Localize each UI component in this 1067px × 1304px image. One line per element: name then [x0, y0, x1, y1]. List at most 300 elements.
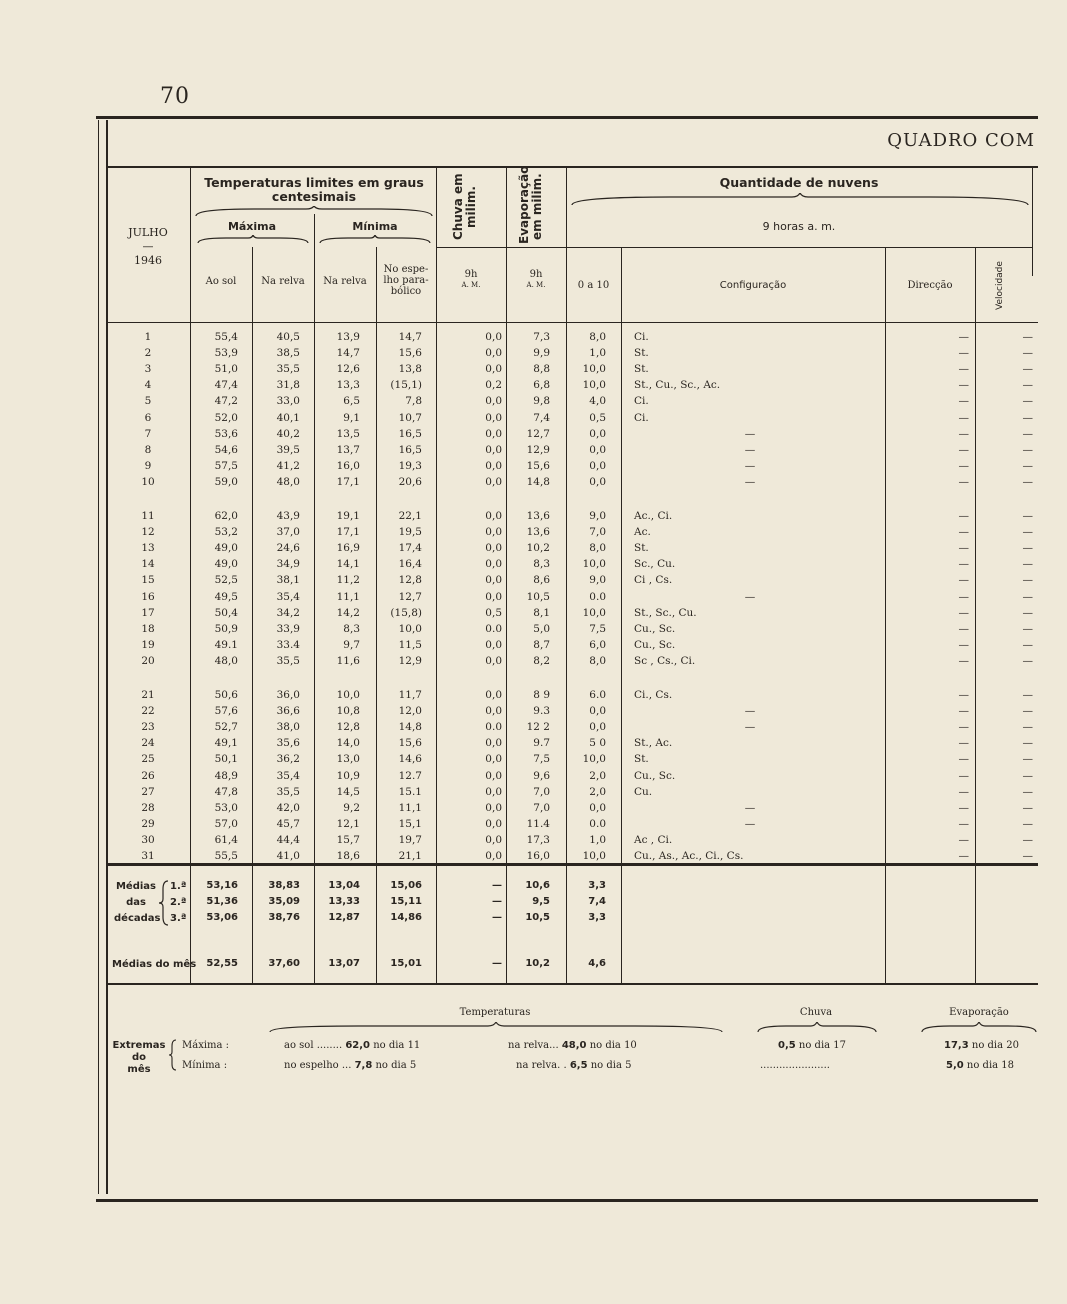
min-group-header: Mínima: [352, 220, 398, 233]
table-cell-ev: 7,5: [533, 753, 550, 766]
table-cell-rmax: 41,2: [276, 459, 300, 472]
table-cell-rmin: 9,1: [343, 411, 360, 424]
chuva-time: [436, 270, 506, 290]
table-cell-cf: —: [744, 801, 756, 814]
table-cell-sol: 62,0: [214, 510, 238, 522]
decades-label-1: Médias: [115, 881, 157, 892]
table-cell-ch: 0,5: [485, 606, 502, 619]
table-cell-sol: 47,4: [214, 379, 238, 392]
table-cell-cf: St.: [634, 753, 649, 766]
table-cell-cf: Sc , Cs., Ci.: [634, 654, 696, 667]
col-na-relva-max: Na relva: [261, 276, 305, 287]
min-brace: [318, 235, 432, 245]
table-cell-rmin: 14,5: [336, 785, 360, 798]
extreme-min-chuva: ......................: [760, 1060, 830, 1071]
table-cell-rmax: 40,2: [276, 427, 300, 440]
table-cell-dir: —: [958, 606, 969, 619]
table-cell-vel: —: [1022, 833, 1033, 846]
max-ev-post: no dia 20: [971, 1040, 1019, 1051]
table-cell-ch: 0,0: [485, 558, 502, 571]
table-cell-cf: St., Sc., Cu.: [634, 606, 697, 619]
evap-time-am: A. M.: [526, 281, 546, 289]
table-cell-ch: 0,0: [485, 427, 502, 440]
table-cell-dir: —: [958, 721, 969, 734]
table-cell-dir: —: [958, 850, 969, 862]
table-cell-q: 0,0: [589, 801, 606, 814]
table-cell-esp: 11,5: [398, 638, 422, 651]
table-cell-sol: 52,7: [214, 721, 238, 734]
extremes-temp-brace: [268, 1022, 724, 1034]
table-cell-q: 8,0: [589, 542, 606, 555]
table-cell-rmax: 44,4: [276, 833, 300, 846]
table-cell-vel: —: [1022, 850, 1033, 862]
table-cell-ev: 7,0: [533, 785, 550, 798]
table-cell-ev: 9,8: [533, 395, 550, 408]
table-cell-ch: 0,0: [485, 574, 502, 587]
table-cell-sol: 50,1: [214, 753, 238, 766]
table-cell-ev: 11.4: [526, 817, 550, 830]
table-cell-d: 16: [141, 590, 155, 603]
table-cell-dir: —: [958, 817, 969, 830]
table-cell-vel: —: [1022, 654, 1033, 667]
table-cell-d: 7: [144, 427, 152, 440]
table-cell-d: 4: [144, 379, 152, 392]
extreme-max-temp-2: [508, 1039, 637, 1052]
table-cell-ch: 0,0: [485, 801, 502, 814]
table-cell-sol: 50,6: [214, 689, 238, 701]
table-cell-dir: —: [958, 638, 969, 651]
decade-cell-rmax: 35,09: [268, 896, 300, 907]
table-cell-rmin: 8,3: [343, 622, 360, 635]
extreme-min-temp-1: [284, 1059, 416, 1072]
extreme-max-evap: [944, 1039, 1019, 1052]
table-cell-q: 4,0: [589, 395, 606, 408]
table-cell-ch: 0,0: [485, 705, 502, 718]
table-cell-d: 6: [144, 411, 152, 424]
table-cell-q: 10,0: [582, 363, 606, 376]
table-cell-esp: 12,9: [398, 654, 422, 667]
table-cell-cf: Cu., Sc.: [634, 622, 676, 635]
table-cell-rmin: 17,1: [336, 526, 360, 539]
table-cell-ev: 9,9: [533, 347, 550, 360]
evap-time: [506, 270, 566, 290]
table-cell-q: 10,0: [582, 850, 606, 862]
table-cell-ch: 0,0: [485, 737, 502, 750]
table-cell-ev: 13,6: [526, 510, 550, 522]
table-cell-ch: 0,0: [485, 753, 502, 766]
table-cell-dir: —: [958, 427, 969, 440]
table-cell-dir: —: [958, 459, 969, 472]
table-cell-esp: 12.7: [398, 769, 422, 782]
extremes-chuva-header: Chuva: [799, 1007, 833, 1018]
col-sep-8: [621, 247, 622, 983]
extremes-label: [112, 1040, 166, 1076]
col-na-relva-min: Na relva: [323, 276, 367, 287]
period-label: JULHO: [128, 226, 168, 239]
table-cell-cf: St.: [634, 542, 649, 555]
decade-cell-rmin: 13,04: [328, 880, 360, 891]
table-cell-vel: —: [1022, 411, 1033, 424]
chuva-time-am: A. M.: [461, 281, 481, 289]
max-brace: [196, 235, 310, 245]
table-cell-q: 0,0: [589, 475, 606, 488]
table-cell-vel: —: [1022, 801, 1033, 814]
table-cell-ev: 17,3: [526, 833, 550, 846]
page-number: 70: [160, 84, 190, 109]
table-cell-esp: 22,1: [398, 510, 422, 522]
table-cell-sol: 49,5: [214, 590, 238, 603]
table-cell-d: 11: [141, 510, 155, 522]
table-cell-esp: 19,3: [398, 459, 422, 472]
table-cell-d: 26: [141, 769, 155, 782]
table-cell-dir: —: [958, 526, 969, 539]
table-cell-cf: St., Ac.: [634, 737, 673, 750]
table-cell-rmax: 45,7: [276, 817, 300, 830]
table-cell-ch: 0,0: [485, 459, 502, 472]
max-ch-val: 0,5: [778, 1040, 796, 1051]
table-cell-sol: 49,0: [214, 558, 238, 571]
table-cell-rmax: 39,5: [276, 443, 300, 456]
table-cell-q: 0,0: [589, 705, 606, 718]
table-cell-ev: 8,3: [533, 558, 550, 571]
table-cell-ch: 0,0: [485, 363, 502, 376]
table-cell-rmin: 12,8: [336, 721, 360, 734]
table-cell-ch: 0,0: [485, 833, 502, 846]
table-cell-esp: 16,5: [398, 443, 422, 456]
table-cell-rmin: 9,2: [343, 801, 360, 814]
col-0a10: 0 a 10: [577, 280, 610, 291]
min-t1-post: no dia 5: [375, 1060, 417, 1071]
table-cell-q: 5 0: [589, 737, 606, 750]
table-cell-sol: 57,0: [214, 817, 238, 830]
table-cell-q: 0.0: [589, 590, 606, 603]
table-cell-rmax: 35,5: [276, 363, 300, 376]
table-cell-cf: —: [744, 475, 756, 488]
table-cell-ch: 0.0: [485, 622, 502, 635]
month-cell-esp: 15,01: [390, 958, 422, 969]
header-mid-rule: [436, 247, 1032, 248]
max-t1-val: 62,0: [345, 1040, 370, 1051]
table-cell-dir: —: [958, 347, 969, 360]
table-cell-vel: —: [1022, 689, 1033, 701]
table-cell-esp: 20,6: [398, 475, 422, 488]
month-label: Médias do mês: [112, 959, 197, 970]
table-cell-vel: —: [1022, 542, 1033, 555]
table-cell-dir: —: [958, 705, 969, 718]
table-cell-vel: —: [1022, 638, 1033, 651]
table-cell-cf: Ci., Cs.: [634, 689, 673, 701]
decade-cell-ch: —: [492, 912, 502, 923]
table-cell-ch: 0,0: [485, 654, 502, 667]
table-cell-sol: 57,5: [214, 459, 238, 472]
table-cell-ch: 0,0: [485, 542, 502, 555]
table-cell-dir: —: [958, 331, 969, 343]
table-cell-ch: 0,0: [485, 331, 502, 343]
decade-cell-ev: 10,6: [525, 880, 550, 891]
table-cell-ch: 0,0: [485, 590, 502, 603]
table-cell-ev: 14,8: [526, 475, 550, 488]
table-cell-rmax: 41,0: [276, 850, 300, 862]
table-cell-vel: —: [1022, 379, 1033, 392]
table-cell-dir: —: [958, 395, 969, 408]
table-cell-ev: 10,2: [526, 542, 550, 555]
nuvens-group-header: Quantidade de nuvens: [719, 175, 879, 190]
table-cell-sol: 47,2: [214, 395, 238, 408]
table-cell-cf: —: [744, 721, 756, 734]
table-cell-d: 1: [144, 331, 152, 343]
table-cell-vel: —: [1022, 622, 1033, 635]
extremes-label-1: Extremas: [112, 1040, 166, 1051]
table-cell-rmin: 9,7: [343, 638, 360, 651]
table-cell-rmax: 34,9: [276, 558, 300, 571]
table-cell-rmin: 15,7: [336, 833, 360, 846]
table-cell-vel: —: [1022, 606, 1033, 619]
table-cell-d: 5: [144, 395, 152, 408]
table-cell-ch: 0,0: [485, 638, 502, 651]
table-cell-vel: —: [1022, 475, 1033, 488]
period-dash: —: [142, 240, 154, 253]
table-cell-rmin: 11,6: [336, 654, 360, 667]
table-cell-d: 23: [141, 721, 155, 734]
table-cell-rmax: 38,5: [276, 347, 300, 360]
table-cell-ev: 12,7: [526, 427, 550, 440]
decade-cell-q: 3,3: [588, 880, 606, 891]
table-cell-ev: 7,3: [533, 331, 550, 343]
table-cell-ev: 9.7: [533, 737, 550, 750]
table-cell-cf: St., Cu., Sc., Ac.: [634, 379, 721, 392]
table-cell-rmin: 10,9: [336, 769, 360, 782]
table-cell-vel: —: [1022, 363, 1033, 376]
month-cell-rmin: 13,07: [328, 958, 360, 969]
table-cell-d: 20: [141, 654, 155, 667]
table-cell-rmax: 35,4: [276, 590, 300, 603]
table-cell-d: 2: [144, 347, 152, 360]
table-cell-sol: 50,4: [214, 606, 238, 619]
ordinal-1: 1.ª: [170, 881, 187, 892]
min-t2-val: 6,5: [569, 1060, 588, 1071]
ordinal-2: 2.ª: [170, 897, 187, 908]
table-cell-sol: 53,6: [214, 427, 238, 440]
table-cell-dir: —: [958, 558, 969, 571]
table-cell-rmin: 14,0: [336, 737, 360, 750]
table-cell-sol: 50,9: [214, 622, 238, 635]
table-cell-ev: 8,7: [533, 638, 550, 651]
table-cell-sol: 52,5: [214, 574, 238, 587]
table-cell-sol: 51,0: [214, 363, 238, 376]
table-cell-ev: 8,1: [533, 606, 550, 619]
table-cell-cf: Ci , Cs.: [634, 574, 673, 587]
table-cell-rmin: 17,1: [336, 475, 360, 488]
decade-cell-rmin: 12,87: [328, 912, 360, 923]
table-cell-rmax: 48,0: [276, 475, 300, 488]
table-cell-d: 9: [144, 459, 152, 472]
table-cell-cf: —: [744, 443, 756, 456]
table-cell-rmax: 36,6: [276, 705, 300, 718]
table-cell-rmin: 13,7: [336, 443, 360, 456]
col-ao-sol: Ao sol: [205, 276, 237, 287]
max-t1-post: no dia 11: [373, 1040, 421, 1051]
table-cell-cf: Ci.: [634, 411, 649, 424]
table-cell-sol: 49.1: [214, 638, 238, 651]
table-cell-dir: —: [958, 689, 969, 701]
table-cell-vel: —: [1022, 705, 1033, 718]
table-cell-vel: —: [1022, 590, 1033, 603]
decades-label-2: das: [126, 897, 146, 908]
period-year: 1946: [134, 254, 162, 267]
table-cell-dir: —: [958, 475, 969, 488]
table-cell-esp: 16,4: [398, 558, 422, 571]
min-t1-pre: no espelho ...: [284, 1060, 352, 1071]
table-cell-rmin: 11,1: [336, 590, 360, 603]
table-cell-rmin: 10,0: [336, 689, 360, 701]
table-cell-ch: 0,0: [485, 785, 502, 798]
min-ev-val: 5,0: [946, 1060, 964, 1071]
table-cell-rmin: 12,6: [336, 363, 360, 376]
table-cell-sol: 61,4: [214, 833, 238, 846]
table-cell-esp: 14,8: [398, 721, 422, 734]
table-cell-ev: 8,8: [533, 363, 550, 376]
table-cell-ch: 0,0: [485, 769, 502, 782]
max-t1-pre: ao sol ........: [284, 1040, 343, 1051]
chuva-time-9h: 9h: [464, 269, 478, 280]
table-cell-cf: Ac , Ci.: [634, 833, 673, 846]
table-cell-rmin: 13,0: [336, 753, 360, 766]
table-banner: QUADRO COM: [887, 130, 1035, 151]
table-cell-rmin: 12,1: [336, 817, 360, 830]
table-cell-ch: 0,0: [485, 850, 502, 862]
table-cell-q: 2,0: [589, 785, 606, 798]
frame-left-thin: [98, 120, 99, 1194]
table-cell-cf: —: [744, 817, 756, 830]
table-cell-d: 14: [141, 558, 155, 571]
min-t2-post: no dia 5: [590, 1060, 632, 1071]
table-cell-ch: 0,0: [485, 526, 502, 539]
table-cell-cf: St.: [634, 347, 649, 360]
ordinal-3: 3.ª: [170, 913, 187, 924]
table-cell-rmax: 36,0: [276, 689, 300, 701]
table-cell-d: 12: [141, 526, 155, 539]
table-cell-ch: 0,0: [485, 689, 502, 701]
table-cell-esp: 13,8: [398, 363, 422, 376]
extreme-max-temp-1: [284, 1039, 420, 1052]
table-cell-q: 2,0: [589, 769, 606, 782]
table-cell-ch: 0,2: [485, 379, 502, 392]
decade-cell-ch: —: [492, 880, 502, 891]
table-cell-q: 10,0: [582, 753, 606, 766]
extremes-label-3: mês: [127, 1064, 151, 1075]
table-cell-d: 18: [141, 622, 155, 635]
table-cell-cf: Cu., As., Ac., Ci., Cs.: [634, 850, 744, 862]
table-cell-esp: 17,4: [398, 542, 422, 555]
table-cell-sol: 47,8: [214, 785, 238, 798]
header-right-rule: [1032, 166, 1033, 276]
month-cell-q: 4,6: [588, 958, 606, 969]
nuvens-sub-header: 9 horas a. m.: [762, 220, 836, 233]
table-cell-rmax: 35,5: [276, 785, 300, 798]
extreme-max-chuva: [778, 1039, 846, 1052]
table-cell-q: 6.0: [589, 689, 606, 701]
table-cell-cf: —: [744, 590, 756, 603]
table-cell-d: 24: [141, 737, 155, 750]
table-cell-sol: 55,4: [214, 331, 238, 343]
decade-cell-rmax: 38,76: [268, 912, 300, 923]
table-cell-rmin: 13,9: [336, 331, 360, 343]
table-cell-q: 1,0: [589, 833, 606, 846]
max-group-header: Máxima: [227, 220, 277, 233]
table-cell-cf: —: [744, 705, 756, 718]
table-cell-rmax: 40,5: [276, 331, 300, 343]
table-cell-dir: —: [958, 411, 969, 424]
table-cell-rmin: 10,8: [336, 705, 360, 718]
extreme-min-evap: [946, 1059, 1014, 1072]
table-cell-esp: 14,6: [398, 753, 422, 766]
table-cell-cf: Cu., Sc.: [634, 638, 676, 651]
table-cell-esp: 10,7: [398, 411, 422, 424]
table-cell-sol: 48,9: [214, 769, 238, 782]
table-cell-rmax: 33,9: [276, 622, 300, 635]
table-cell-rmax: 42,0: [276, 801, 300, 814]
table-cell-esp: 10,0: [398, 622, 422, 635]
table-cell-rmax: 35,4: [276, 769, 300, 782]
table-cell-dir: —: [958, 510, 969, 522]
min-t1-val: 7,8: [354, 1060, 373, 1071]
table-cell-dir: —: [958, 622, 969, 635]
table-cell-ch: 0.0: [485, 721, 502, 734]
evap-time-9h: 9h: [529, 269, 543, 280]
table-cell-d: 27: [141, 785, 155, 798]
table-cell-cf: Ac., Ci.: [634, 510, 673, 522]
table-cell-d: 3: [144, 363, 152, 376]
table-cell-q: 7,5: [589, 622, 606, 635]
table-cell-ch: 0,0: [485, 475, 502, 488]
table-cell-dir: —: [958, 801, 969, 814]
header-bottom-rule: [106, 322, 1038, 323]
table-cell-ev: 8,2: [533, 654, 550, 667]
extremes-evap-brace: [920, 1022, 1038, 1034]
table-cell-rmax: 40,1: [276, 411, 300, 424]
table-cell-ev: 16,0: [526, 850, 550, 862]
table-cell-rmax: 24,6: [276, 542, 300, 555]
decade-cell-rmax: 38,83: [268, 880, 300, 891]
extremes-min-label: Mínima :: [182, 1060, 228, 1071]
table-cell-sol: 49,0: [214, 542, 238, 555]
table-cell-sol: 53,2: [214, 526, 238, 539]
max-t2-post: no dia 10: [589, 1040, 637, 1051]
decade-cell-rmin: 13,33: [328, 896, 360, 907]
table-cell-esp: 19,5: [398, 526, 422, 539]
table-cell-vel: —: [1022, 526, 1033, 539]
table-cell-dir: —: [958, 574, 969, 587]
table-cell-vel: —: [1022, 459, 1033, 472]
table-cell-d: 21: [141, 689, 155, 701]
table-cell-sol: 57,6: [214, 705, 238, 718]
table-cell-dir: —: [958, 542, 969, 555]
decade-cell-q: 3,3: [588, 912, 606, 923]
table-cell-sol: 53,0: [214, 801, 238, 814]
table-cell-ev: 10,5: [526, 590, 550, 603]
table-cell-dir: —: [958, 785, 969, 798]
table-cell-dir: —: [958, 443, 969, 456]
table-cell-dir: —: [958, 654, 969, 667]
table-cell-cf: Sc., Cu.: [634, 558, 676, 571]
table-cell-cf: St.: [634, 363, 649, 376]
table-cell-rmax: 35,6: [276, 737, 300, 750]
decade-cell-sol: 51,36: [206, 896, 238, 907]
table-cell-rmax: 38,1: [276, 574, 300, 587]
max-ev-val: 17,3: [944, 1040, 969, 1051]
table-cell-d: 19: [141, 638, 155, 651]
table-cell-esp: 15,6: [398, 737, 422, 750]
